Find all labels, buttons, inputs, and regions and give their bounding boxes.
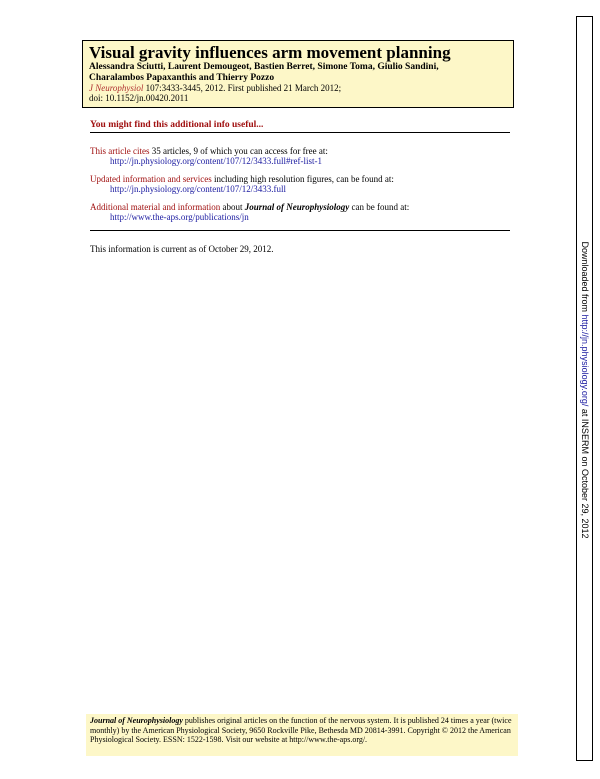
current-date-note: This information is current as of October 29, 2012. (90, 244, 274, 254)
cites-url[interactable]: http://jn.physiology.org/content/107/12/3433.full#ref-list-1 (110, 156, 322, 166)
download-prefix: Downloaded from (580, 241, 590, 315)
cites-text: 35 articles, 9 of which you can access for free at: (149, 146, 328, 156)
download-suffix: at INSERM on October 29, 2012 (580, 406, 590, 539)
additional-link[interactable]: Additional material and information (90, 202, 221, 212)
download-link[interactable]: http://jn.physiology.org/ (580, 314, 590, 407)
top-divider (90, 132, 510, 133)
cites-link[interactable]: This article cites (90, 146, 150, 156)
citation-details: 107:3433-3445, 2012. First published 21 March 2012; (143, 83, 342, 93)
updated-url[interactable]: http://jn.physiology.org/content/107/12/3433.full (110, 184, 286, 194)
article-header-box (82, 40, 514, 108)
additional-text: can be found at: (349, 202, 410, 212)
bottom-divider (90, 230, 510, 231)
journal-abbrev: J Neurophysiol (89, 83, 144, 93)
updated-item (90, 174, 510, 194)
journal-footer (86, 714, 518, 756)
additional-about: about (220, 202, 245, 212)
info-heading: You might find this additional info useful... (90, 120, 264, 130)
additional-journal: Journal of Neurophysiology (244, 202, 350, 212)
article-title: Visual gravity influences arm movement planning (89, 43, 451, 62)
additional-item (90, 202, 510, 222)
authors-line-1: Alessandra Sciutti, Laurent Demougeot, Bastien Berret, Simone Toma, Giulio Sandini, (89, 62, 439, 72)
cites-item (90, 146, 510, 166)
authors-line-2: Charalambos Papaxanthis and Thierry Pozzo (89, 73, 275, 83)
footer-journal: Journal of Neurophysiology (90, 716, 183, 725)
footer-text: publishes original articles on the function of the nervous system. It is published 24 times a year (twice monthly) by the American Physiological Society, 9650 Rockville Pike, Bethesda MD 20814-3991. Copyright © 2012 the American Physiological Society. ESSN: 1522-1598. Visit our website at http://www.the-aps.org/. (90, 716, 512, 744)
updated-text: including high resolution figures, can be found at: (211, 174, 394, 184)
citation (89, 83, 507, 93)
doi: doi: 10.1152/jn.00420.2011 (89, 93, 189, 103)
updated-link[interactable]: Updated information and services (90, 174, 212, 184)
additional-url[interactable]: http://www.the-aps.org/publications/jn (110, 212, 249, 222)
